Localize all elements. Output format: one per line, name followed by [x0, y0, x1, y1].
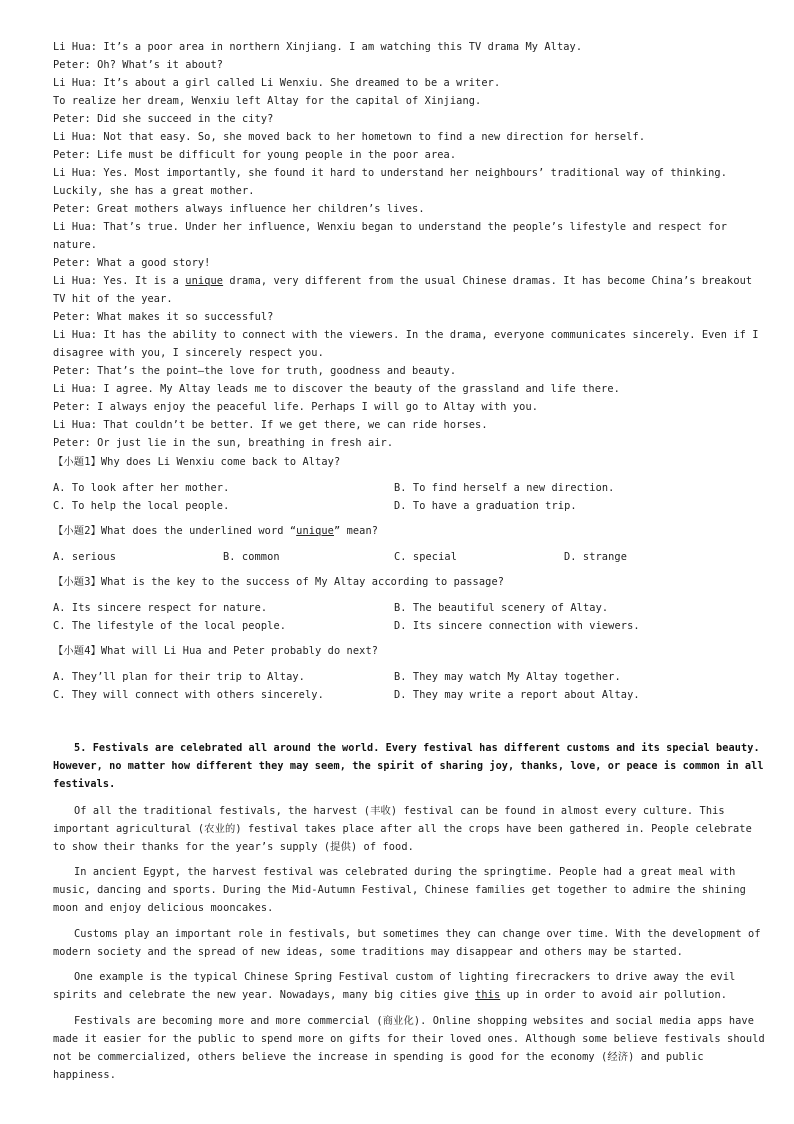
passage-5-intro: However, no matter how different they may seem, the spirit of sharing joy, thanks, love, or peace is common in all: [53, 761, 764, 772]
question-1-stem: 【小题1】Why does Li Wenxiu come back to Altay?: [53, 456, 341, 468]
paragraph-1: important agricultural (农业的) festival takes place after all the crops have been gathered in. People celebrate: [53, 823, 752, 835]
passage-5-intro: festivals.: [53, 779, 116, 790]
paragraph-1: Of all the traditional festivals, the harvest (丰收) festival can be found in almost every culture. This: [74, 805, 725, 817]
q3-option-a[interactable]: A. Its sincere respect for nature.: [53, 602, 268, 614]
q3-option-d[interactable]: D. Its sincere connection with viewers.: [394, 620, 640, 632]
paragraph-4: spirits and celebrate the new year. Nowadays, many big cities give this up in order to avoid air pollution.: [53, 989, 728, 1001]
q4-option-a[interactable]: A. They’ll plan for their trip to Altay.: [53, 671, 305, 683]
dialogue-line: Li Hua: It’s about a girl called Li Wenxiu. She dreamed to be a writer.: [53, 77, 501, 89]
q2-option-a[interactable]: A. serious: [53, 551, 116, 563]
q1-option-a[interactable]: A. To look after her mother.: [53, 482, 230, 494]
underlined-word-unique: unique: [296, 525, 334, 537]
question-2-stem: 【小题2】What does the underlined word “unique” mean?: [53, 525, 379, 537]
q4-option-d[interactable]: D. They may write a report about Altay.: [394, 689, 640, 701]
paragraph-3: modern society and the spread of new ideas, some traditions may disappear and others may be started.: [53, 946, 683, 958]
dialogue-line: Li Hua: That’s true. Under her influence, Wenxiu began to understand the people’s lifestyle and respect for: [53, 221, 728, 233]
paragraph-3: Customs play an important role in festivals, but sometimes they can change over time. With the development of: [74, 928, 761, 940]
dialogue-line: Li Hua: Not that easy. So, she moved back to her hometown to find a new direction for herself.: [53, 131, 646, 143]
dialogue-line: Peter: That’s the point—the love for truth, goodness and beauty.: [53, 365, 457, 377]
underlined-word-this: this: [475, 989, 501, 1001]
q4-option-b[interactable]: B. They may watch My Altay together.: [394, 671, 621, 683]
question-3-stem: 【小题3】What is the key to the success of My Altay according to passage?: [53, 576, 505, 588]
dialogue-line: disagree with you, I sincerely respect you.: [53, 347, 324, 359]
dialogue-line: Peter: Oh? What’s it about?: [53, 59, 224, 71]
paragraph-5: made it easier for the public to spend more on gifts for their loved ones. Although some believe festivals should: [53, 1033, 765, 1045]
paragraph-4: One example is the typical Chinese Spring Festival custom of lighting firecrackers to drive away the evil: [74, 971, 736, 983]
dialogue-line: Li Hua: Yes. Most importantly, she found it hard to understand her neighbours’ traditional way of thinking.: [53, 167, 728, 179]
q2-option-b[interactable]: B. common: [223, 551, 280, 563]
paragraph-5: happiness.: [53, 1069, 116, 1081]
paragraph-2: In ancient Egypt, the harvest festival was celebrated during the springtime. People had a great meal with: [74, 866, 736, 878]
paragraph-5: Festivals are becoming more and more commercial (商业化). Online shopping websites and social media apps have: [74, 1015, 755, 1027]
passage-5-intro: 5. Festivals are celebrated all around the world. Every festival has different customs and its special beauty.: [74, 743, 760, 754]
dialogue-line: Peter: Did she succeed in the city?: [53, 113, 274, 125]
q4-option-c[interactable]: C. They will connect with others sincerely.: [53, 689, 324, 701]
dialogue-line-unique: Li Hua: Yes. It is a unique drama, very different from the usual Chinese dramas. It has become China’s breakout: [53, 275, 753, 287]
q3-option-b[interactable]: B. The beautiful scenery of Altay.: [394, 602, 609, 614]
dialogue-line: To realize her dream, Wenxiu left Altay for the capital of Xinjiang.: [53, 95, 482, 107]
q3-option-c[interactable]: C. The lifestyle of the local people.: [53, 620, 287, 632]
dialogue-line: Peter: What makes it so successful?: [53, 311, 274, 323]
dialogue-line: Peter: What a good story!: [53, 257, 211, 269]
paragraph-2: moon and enjoy delicious mooncakes.: [53, 902, 274, 914]
q1-option-b[interactable]: B. To find herself a new direction.: [394, 482, 615, 494]
question-4-stem: 【小题4】What will Li Hua and Peter probably do next?: [53, 645, 379, 657]
dialogue-line: Peter: I always enjoy the peaceful life. Perhaps I will go to Altay with you.: [53, 401, 539, 413]
dialogue-line: Peter: Or just lie in the sun, breathing in fresh air.: [53, 437, 394, 449]
dialogue-line: Luckily, she has a great mother.: [53, 185, 255, 197]
paragraph-5: not be commercialized, others believe the increase in spending is good for the economy (经济) and public: [53, 1051, 704, 1063]
q1-option-c[interactable]: C. To help the local people.: [53, 500, 230, 512]
dialogue-line: nature.: [53, 239, 98, 251]
q1-option-d[interactable]: D. To have a graduation trip.: [394, 500, 577, 512]
dialogue-line: Li Hua: That couldn’t be better. If we get there, we can ride horses.: [53, 419, 488, 431]
dialogue-line: Li Hua: It’s a poor area in northern Xinjiang. I am watching this TV drama My Altay.: [53, 41, 583, 53]
q2-option-d[interactable]: D. strange: [564, 551, 627, 563]
dialogue-line: TV hit of the year.: [53, 293, 173, 305]
dialogue-line: Li Hua: It has the ability to connect with the viewers. In the drama, everyone communicates sincerely. Even if I: [53, 329, 759, 341]
dialogue-line: Peter: Great mothers always influence her children’s lives.: [53, 203, 425, 215]
q2-option-c[interactable]: C. special: [394, 551, 457, 563]
paragraph-2: music, dancing and sports. During the Mid-Autumn Festival, Chinese families get together to admire the shining: [53, 884, 746, 896]
dialogue-line: Li Hua: I agree. My Altay leads me to discover the beauty of the grassland and life there.: [53, 383, 620, 395]
paragraph-1: to show their thanks for the year’s supply (提供) of food.: [53, 841, 414, 853]
underlined-word-unique: unique: [185, 275, 224, 287]
dialogue-line: Peter: Life must be difficult for young people in the poor area.: [53, 149, 457, 161]
